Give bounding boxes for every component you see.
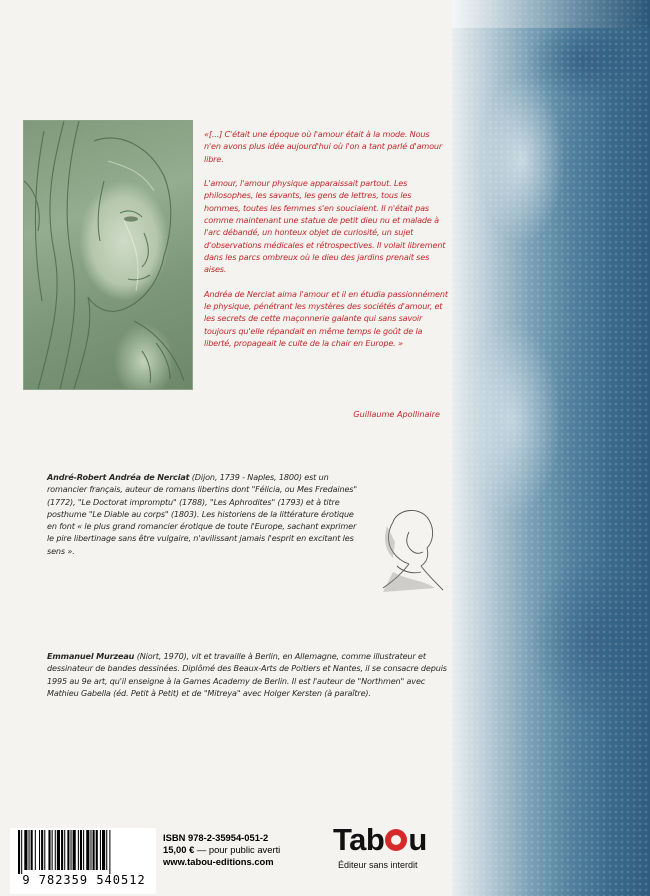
author-bio-murzeau-text: (Niort, 1970), vit et travaille à Berlin, en Allemagne, comme illustrateur et dessinateur de bandes dessinées. Diplômé des Beaux-Arts de Poitiers et Nantes, il se consacre depuis 1995 au 9e art, qu'il enseigne à la Games Academy de Berlin. Il est l'auteur de "Northmen" avec Mathieu Gabella (éd. Petit à Petit) et de "Mitreya" avec Holger Kersten (à paraître). (47, 651, 447, 698)
quote-author: Guillaume Apollinaire (353, 409, 440, 419)
publisher-website: www.tabou-editions.com (163, 856, 274, 867)
logo-o-icon (385, 829, 407, 851)
price-line (163, 844, 280, 856)
logo-text-start: Tab (333, 822, 385, 857)
author-name-nerciat: André-Robert Andréa de Nerciat (47, 472, 190, 482)
author-bio-murzeau (47, 650, 455, 699)
quote-paragraph-1: «[...] C'était une époque où l'amour était à la mode. Nous n'en avons plus idée aujourd'hui où l'on a tant parlé d'amour libre. (204, 129, 443, 164)
woman-illustration (23, 120, 193, 390)
isbn-block (163, 832, 280, 868)
logo-text-end: u (408, 822, 427, 857)
price-audience: — pour public averti (194, 844, 281, 855)
apollinaire-quote (204, 128, 448, 362)
woman-illustration-lines (24, 121, 192, 389)
barcode-icon (14, 830, 154, 874)
tabou-logo (333, 822, 427, 858)
publisher-tagline: Éditeur sans interdit (338, 860, 418, 870)
author-bio-nerciat-text: (Dijon, 1739 - Naples, 1800) est un romancier français, auteur de romans libertins dont "Félicia, ou Mes Fredaines" (1772), "Le Doctorat impromptu" (1788), "Les Aphrodites" (1793) et à titre posthume "Le Diable au corps" (1803). Les historiens de la littérature érotique en font « le plus grand romancier érotique de toute l'Europe, sachant exprimer le pire libertinage sans être vulgaire, n'avilissant jamais l'esprit en excitant les sens ». (47, 472, 357, 556)
isbn-number: ISBN 978-2-35954-051-2 (163, 832, 269, 843)
author-bio-nerciat (47, 471, 365, 557)
price: 15,00 € (163, 844, 195, 855)
quote-paragraph-2: L'amour, l'amour physique apparaissait partout. Les philosophes, les savants, les gens de lettres, tous les hommes, toutes les femmes s'en souciaient. Il n'était pas comme maintenant une statue de petit dieu nu et malade à l'arc débandé, un honteux objet de curiosité, un sujet d'observations médicales et rétrospectives. Il volait librement dans les parcs ombreux où le dieu des jardins prenait ses aises. (204, 178, 446, 275)
quote-paragraph-3: Andréa de Nerciat aima l'amour et il en étudia passionnément le physique, pénétrant les mystères des sociétés d'amour, et les secrets de cette maçonnerie galante qui sans savoir toujours qu'elle répandait en même temps le goût de la liberté, propageait le culte de la chair en Europe. » (204, 288, 448, 349)
barcode-number: 9 782359 540512 (22, 873, 146, 887)
cover-art-band (452, 0, 650, 896)
cover-art-band-top (452, 0, 650, 28)
nerciat-portrait (373, 502, 445, 594)
author-name-murzeau: Emmanuel Murzeau (47, 651, 135, 661)
